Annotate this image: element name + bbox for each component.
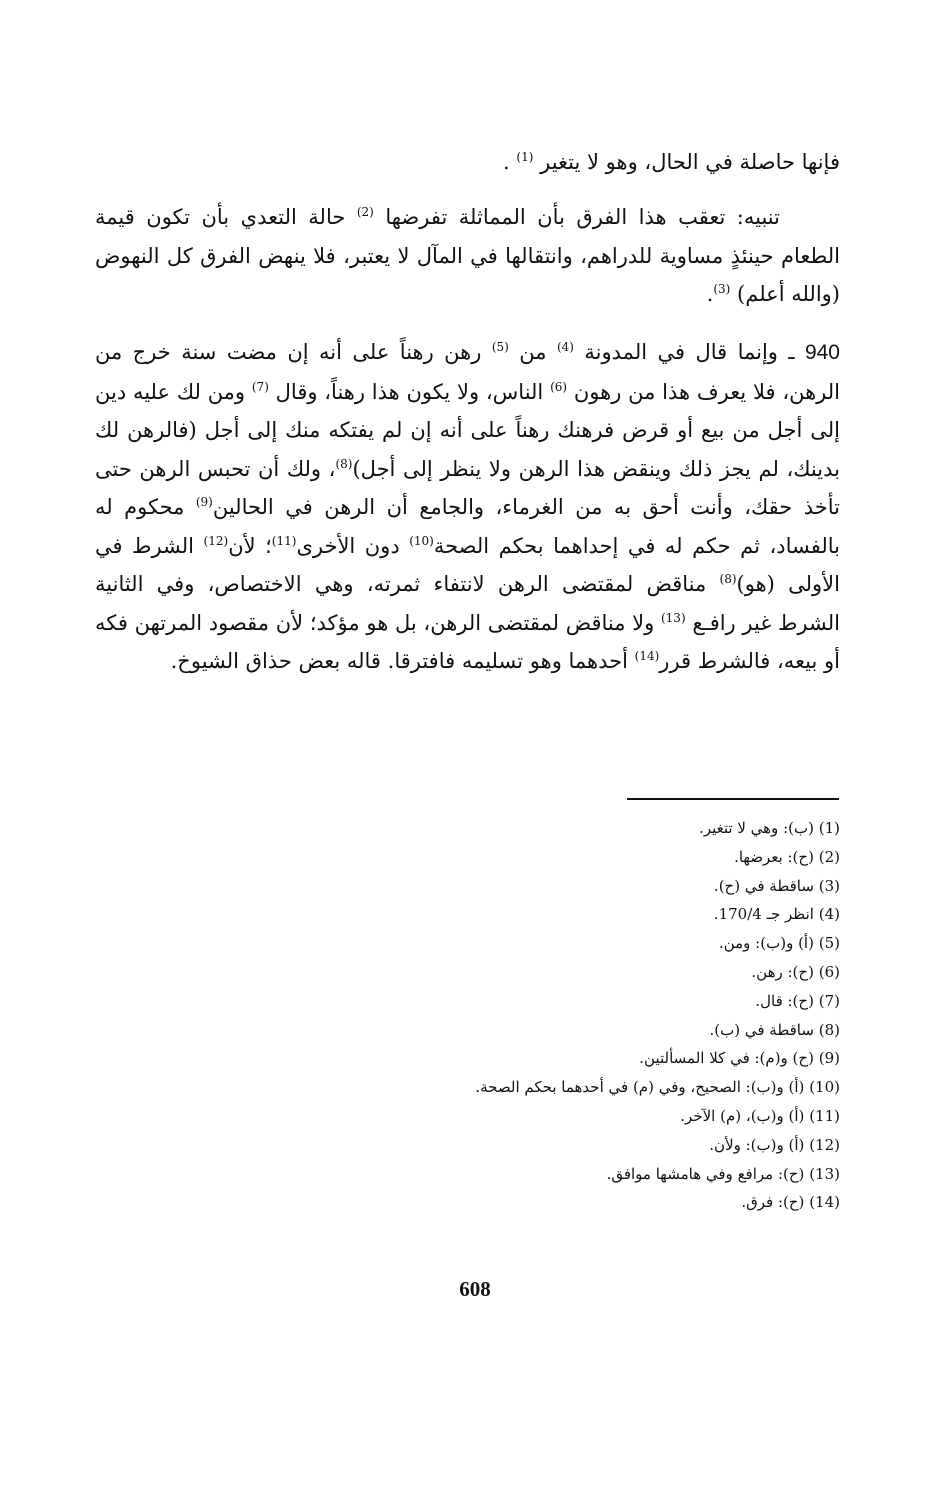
footnote-item: (13) (ح): مرافع وفي هامشها موافق. bbox=[606, 1164, 840, 1183]
footnote-ref: (9) bbox=[195, 495, 213, 509]
tanbih-paragraph: تنبيه: تعقب هذا الفرق بأن المماثلة تفرضها $^{(2)}$ حالة التعدي بأن تكون قيمة الطعام حينئذٍ مساوية للدراهم، وانتقالها في المآل لا يعتبر، فلا ينهض الفرق كل النهوض (والله أعلم) $^{(3)}$. bbox=[95, 205, 840, 306]
footnote-ref: (1) bbox=[516, 150, 534, 164]
footnote-ref: (5) bbox=[491, 340, 509, 354]
footnote-item: (4) انظر جـ 170/4. bbox=[713, 905, 840, 924]
footnote-ref: (6) bbox=[550, 379, 568, 394]
footnote-item: (5) (أ) و(ب): ومن. bbox=[718, 934, 840, 953]
footnote-item: (7) (ح): قال. bbox=[755, 991, 840, 1010]
footnote-item: (9) (ح) و(م): في كلا المسألتين. bbox=[639, 1049, 840, 1068]
footnote-ref: (14) bbox=[634, 649, 660, 663]
paragraph-940: 940 ـ وإنما قال في المدونة $^{(4)}$ من $^{(5)}$ رهن رهناً على أنه إن مضت سنة خرج من الرهن، فلا يعرف هذا من رهون $^{(6)}$ الناس، ولا يكون هذا رهناً، وقال $^{(7)}$ ومن لك عليه دين إلى أجل من بيع أو قرض فرهنك رهناً على أنه إن لم يفتكه منك إلى أجل (فالرهن لك بدينك، لم يجز ذلك وينقض هذا الرهن ولا ينظر إلى أجل)$^{(8)}$، ولك أن تحبس الرهن حتى تأخذ حقك، وأنت أحق به من الغرماء، والجامع أن الرهن في الحالين$^{(9)}$ محكوم له بالفساد، ثم حكم له في إحداهما بحكم الصحة$^{(10)}$ دون الأخرى$^{(11)}$؛ لأن$^{(12)}$ الشرط في الأولى (هو)$^{(8)}$ مناقض لمقتضى الرهن لانتفاء ثمرته، وهي الاختصاص، وفي الثانية الشرط غير رافـع $^{(13)}$ ولا مناقض لمقتضى الرهن، بل هو مؤكد؛ لأن مقصود المرتهن فكه أو بيعه، فالشرط قرر$^{(14)}$ أحدهما وهو تسليمه فافترقا. قاله بعض حذاق الشيوخ. bbox=[95, 340, 840, 673]
footnote-ref: (10) bbox=[409, 533, 434, 548]
footnote-item: (10) (أ) و(ب): الصحيح، وفي (م) في أحدهما بحكم الصحة. bbox=[475, 1078, 840, 1097]
footnote-item: (14) (ح): فرق. bbox=[741, 1193, 840, 1212]
paragraph-number: 940 bbox=[804, 341, 840, 364]
footnote-ref: (8) bbox=[719, 572, 737, 586]
footnote-item: (8) ساقطة في (ب). bbox=[709, 1020, 840, 1039]
footnote-item: (6) (ح): رهن. bbox=[751, 962, 840, 981]
footnote-ref: (3) bbox=[713, 282, 731, 296]
footnote-ref: (4) bbox=[556, 340, 574, 354]
footnote-ref: (8) bbox=[335, 456, 353, 471]
footnotes-list bbox=[330, 814, 840, 1217]
footnote-ref: (12) bbox=[203, 533, 229, 548]
footnote-item: (12) (أ) و(ب): ولأن. bbox=[709, 1135, 840, 1154]
footnote-ref: (7) bbox=[251, 379, 269, 394]
footnote-divider bbox=[627, 798, 839, 800]
continuation-line: فإنها حاصلة في الحال، وهو لا يتغير $^{(1)}$ . bbox=[503, 150, 840, 174]
footnote-item: (3) ساقطة في (ح). bbox=[713, 876, 840, 895]
page-number: 608 bbox=[459, 1277, 491, 1301]
footnote-item: (11) (أ) و(ب)، (م) الآخر. bbox=[680, 1106, 840, 1125]
footnote-item: (2) (ح): بعرضها. bbox=[734, 847, 840, 866]
footnote-ref: (2) bbox=[356, 205, 374, 219]
footnote-item: (1) (ب): وهي لا تتغير. bbox=[699, 819, 840, 837]
footnote-ref: (13) bbox=[660, 610, 686, 625]
footnote-ref: (11) bbox=[271, 533, 297, 548]
